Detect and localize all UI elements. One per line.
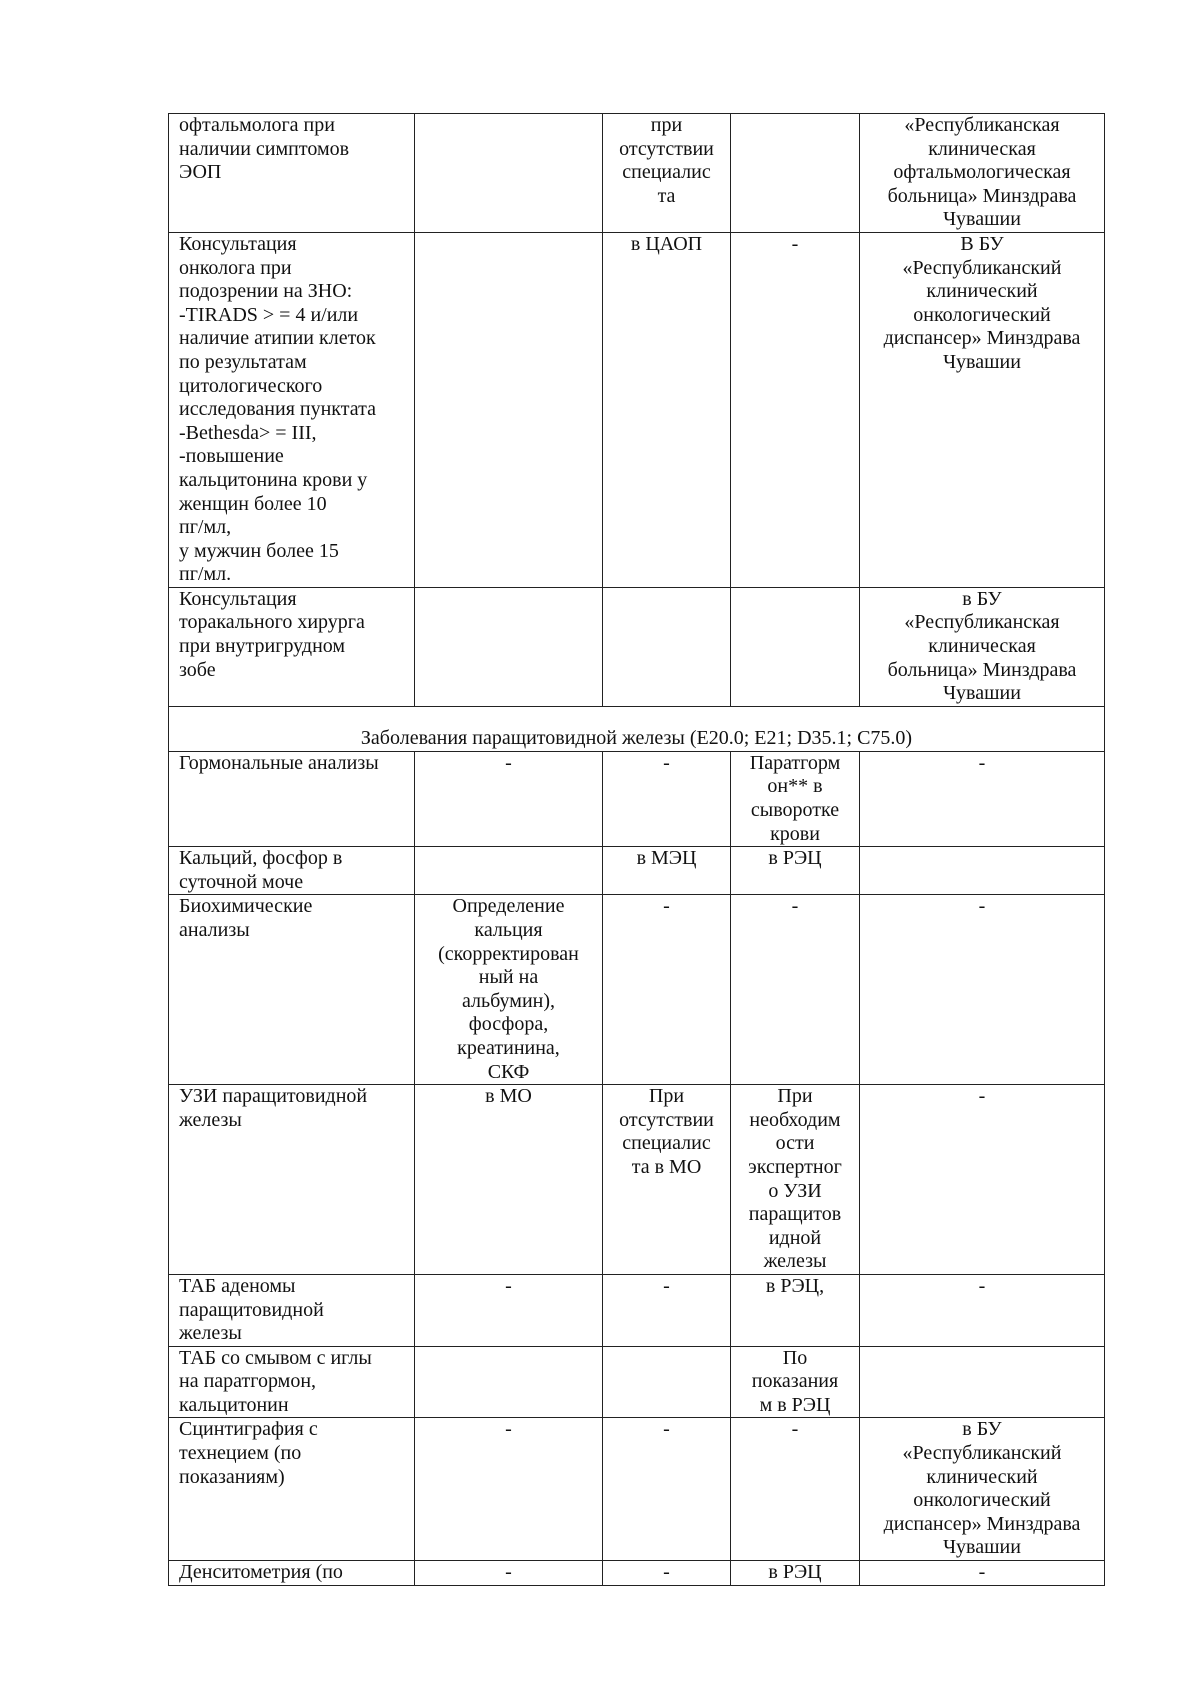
table-cell: - — [415, 1418, 603, 1561]
table-row — [169, 895, 1105, 1085]
table-cell: при отсутствии специалис та — [603, 114, 731, 233]
row-label-cell: Кальций, фосфор в суточной моче — [169, 847, 415, 895]
table-cell: в РЭЦ — [731, 1561, 860, 1586]
table-row — [169, 232, 1105, 587]
table-cell: в БУ «Республиканская клиническая больница» Минздрава Чувашии — [860, 587, 1105, 706]
table-cell: - — [415, 1561, 603, 1586]
table-cell: «Республиканская клиническая офтальмологическая больница» Минздрава Чувашии — [860, 114, 1105, 233]
table-row — [169, 1561, 1105, 1586]
routing-table-body — [169, 114, 1105, 1586]
table-row — [169, 587, 1105, 706]
routing-table — [168, 113, 1105, 1586]
table-row — [169, 114, 1105, 233]
row-label-cell: Гормональные анализы — [169, 751, 415, 846]
table-cell: - — [731, 895, 860, 1085]
table-row — [169, 847, 1105, 895]
table-cell: В БУ «Республиканский клинический онкологический диспансер» Минздрава Чувашии — [860, 232, 1105, 587]
row-label-cell: ТАБ аденомы паращитовидной железы — [169, 1274, 415, 1346]
table-cell: - — [603, 895, 731, 1085]
table-cell: в РЭЦ — [731, 847, 860, 895]
row-label-cell: Биохимические анализы — [169, 895, 415, 1085]
table-cell: - — [731, 232, 860, 587]
table-cell: - — [603, 1561, 731, 1586]
table-cell: - — [860, 751, 1105, 846]
table-cell: - — [603, 1274, 731, 1346]
table-cell: Определение кальция (скорректирован ный на альбумин), фосфора, креатинина, СКФ — [415, 895, 603, 1085]
table-cell — [415, 847, 603, 895]
table-cell — [415, 114, 603, 233]
table-cell — [860, 847, 1105, 895]
section-title: Заболевания паращитовидной железы (E20.0; E21; D35.1; C75.0) — [169, 706, 1105, 751]
table-cell: - — [860, 895, 1105, 1085]
row-label-cell: офтальмолога при наличии симптомов ЭОП — [169, 114, 415, 233]
table-cell — [731, 114, 860, 233]
table-cell: - — [860, 1561, 1105, 1586]
table-cell: По показания м в РЭЦ — [731, 1346, 860, 1418]
table-cell: в БУ «Республиканский клинический онкологический диспансер» Минздрава Чувашии — [860, 1418, 1105, 1561]
table-cell — [860, 1346, 1105, 1418]
table-cell — [603, 587, 731, 706]
table-row — [169, 1346, 1105, 1418]
table-cell: - — [415, 751, 603, 846]
table-cell: - — [603, 751, 731, 846]
row-label-cell: Сцинтиграфия с технецием (по показаниям) — [169, 1418, 415, 1561]
table-cell: Паратгорм он** в сыворотке крови — [731, 751, 860, 846]
row-label-cell: УЗИ паращитовидной железы — [169, 1085, 415, 1275]
table-cell: в РЭЦ, — [731, 1274, 860, 1346]
table-cell — [415, 232, 603, 587]
table-cell — [415, 587, 603, 706]
table-cell: в МЭЦ — [603, 847, 731, 895]
row-label-cell: Консультация онколога при подозрении на ЗНО: -TIRADS > = 4 и/или наличие атипии клеток по результатам цитологического исследования пунктата -Bethesda> = III, -повышение кальцитонина крови у женщин более 10 пг/мл, у мужчин более 15 пг/мл. — [169, 232, 415, 587]
table-cell: - — [860, 1274, 1105, 1346]
table-cell: - — [860, 1085, 1105, 1275]
table-cell: При необходим ости экспертног о УЗИ паращитов идной железы — [731, 1085, 860, 1275]
table-cell: - — [415, 1274, 603, 1346]
table-cell: в ЦАОП — [603, 232, 731, 587]
section-header-row — [169, 706, 1105, 751]
table-cell: При отсутствии специалис та в МО — [603, 1085, 731, 1275]
table-cell — [415, 1346, 603, 1418]
table-row — [169, 1085, 1105, 1275]
table-row — [169, 751, 1105, 846]
table-cell: - — [603, 1418, 731, 1561]
table-cell — [603, 1346, 731, 1418]
table-row — [169, 1418, 1105, 1561]
table-cell: - — [731, 1418, 860, 1561]
table-row — [169, 1274, 1105, 1346]
row-label-cell: Консультация торакального хирурга при внутригрудном зобе — [169, 587, 415, 706]
row-label-cell: Денситометрия (по — [169, 1561, 415, 1586]
table-cell — [731, 587, 860, 706]
row-label-cell: ТАБ со смывом с иглы на паратгормон, кальцитонин — [169, 1346, 415, 1418]
table-cell: в МО — [415, 1085, 603, 1275]
